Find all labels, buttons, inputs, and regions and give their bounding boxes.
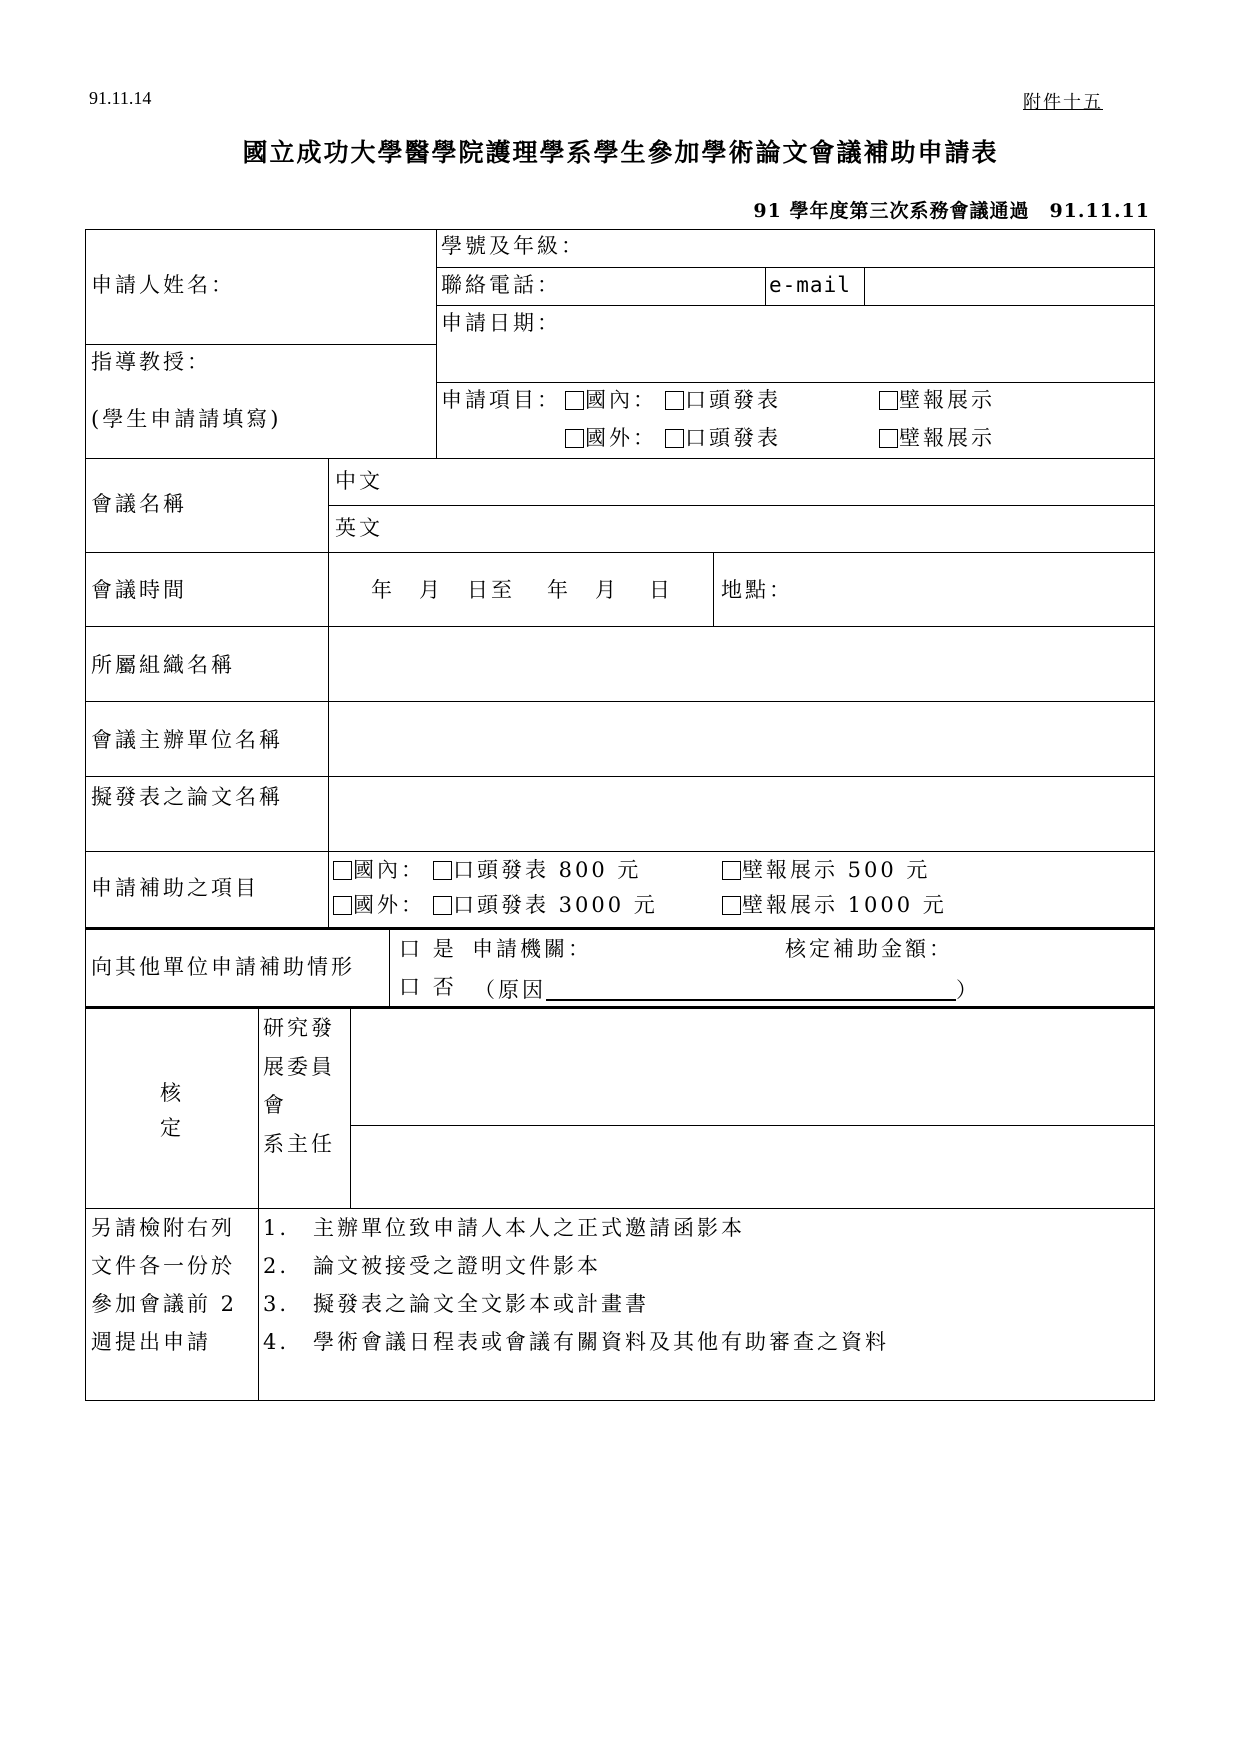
subsidy-domestic-option[interactable]: 國內： — [333, 860, 425, 881]
form-title: 國立成功大學醫學院護理學系學生參加學術論文會議補助申請表 — [242, 138, 999, 167]
checkbox-icon[interactable] — [722, 896, 741, 915]
conference-name-english-label: 英文 — [335, 516, 383, 540]
checkbox-icon[interactable] — [665, 429, 684, 448]
checkbox-icon[interactable] — [565, 391, 584, 410]
time-year2-label: 年 — [547, 578, 571, 602]
student-id-label: 學號及年級： — [441, 234, 585, 258]
application-form — [85, 229, 1155, 1401]
location-label: 地點： — [721, 578, 793, 602]
phone-label: 聯絡電話： — [441, 273, 561, 297]
apply-foreign-poster-option[interactable]: 壁報展示 — [879, 428, 995, 449]
rd-committee-label-1: 研究發 — [263, 1016, 335, 1040]
subsidy-domestic-poster-option[interactable]: 壁報展示 500 元 — [722, 860, 930, 881]
checkbox-icon[interactable] — [433, 896, 452, 915]
host-unit-label: 會議主辦單位名稱 — [91, 728, 283, 752]
time-month2-label: 月 — [595, 578, 619, 602]
checkbox-icon[interactable] — [722, 861, 741, 880]
organization-label: 所屬組織名稱 — [91, 653, 235, 677]
other-units-no-option[interactable]: 口 否 — [399, 975, 457, 999]
approved-amount-label: 核定補助金額： — [785, 937, 953, 961]
time-day-to-label: 日至 — [467, 578, 515, 602]
checkbox-icon[interactable] — [665, 391, 684, 410]
other-units-label: 向其他單位申請補助情形 — [91, 955, 355, 979]
subsidy-foreign-poster-option[interactable]: 壁報展示 1000 元 — [722, 895, 947, 916]
checkbox-icon[interactable] — [879, 391, 898, 410]
approval-label-1: 核 — [160, 1081, 184, 1105]
rd-committee-label-3: 會 — [263, 1093, 287, 1117]
checkbox-icon[interactable] — [565, 429, 584, 448]
annex-label: 附件十五 — [1023, 92, 1103, 113]
time-day2-label: 日 — [649, 578, 673, 602]
apply-domestic-oral-option[interactable]: 口頭發表 — [665, 390, 781, 411]
agency-label: 申請機關： — [472, 937, 592, 961]
conference-name-label: 會議名稱 — [91, 492, 187, 516]
other-units-yes-option[interactable]: 口 是 — [399, 937, 457, 961]
attachments-label-4: 週提出申請 — [91, 1330, 211, 1354]
attachment-item: 2. 論文被接受之證明文件影本 — [263, 1254, 602, 1278]
checkbox-icon[interactable] — [433, 861, 452, 880]
subsidy-domestic-oral-option[interactable]: 口頭發表 800 元 — [433, 860, 641, 881]
apply-foreign-oral-option[interactable]: 口頭發表 — [665, 428, 781, 449]
subsidy-items-label: 申請補助之項目 — [91, 876, 259, 900]
attachments-label-1: 另請檢附右列 — [91, 1216, 235, 1240]
apply-date-label: 申請日期： — [441, 311, 561, 335]
attachment-item: 1. 主辦單位致申請人本人之正式邀請函影本 — [263, 1216, 746, 1240]
attachment-item: 3. 擬發表之論文全文影本或計畫書 — [263, 1292, 650, 1316]
checkbox-icon[interactable] — [879, 429, 898, 448]
applicant-name-label: 申請人姓名： — [91, 273, 235, 297]
reason-underline — [546, 977, 956, 1001]
apply-domestic-poster-option[interactable]: 壁報展示 — [879, 390, 995, 411]
apply-domestic-option[interactable]: 國內： — [565, 390, 657, 411]
rd-committee-label-2: 展委員 — [263, 1055, 335, 1079]
time-month-label: 月 — [419, 578, 443, 602]
reason-field[interactable]: （原因 ） — [474, 978, 980, 1002]
conference-time-label: 會議時間 — [91, 578, 187, 602]
email-label: e-mail — [769, 273, 851, 297]
apply-foreign-option[interactable]: 國外： — [565, 428, 657, 449]
approval-note: 91 學年度第三次系務會議通過 91.11.11 — [753, 200, 1150, 222]
revision-date: 91.11.14 — [89, 88, 152, 108]
conference-name-chinese-label: 中文 — [335, 469, 383, 493]
attachments-label-3: 參加會議前 2 — [91, 1292, 238, 1316]
subsidy-foreign-option[interactable]: 國外： — [333, 895, 425, 916]
advisor-note: (學生申請請填寫) — [91, 407, 282, 431]
paper-title-label: 擬發表之論文名稱 — [91, 785, 283, 809]
approval-label-2: 定 — [160, 1116, 184, 1140]
department-chair-label: 系主任 — [263, 1132, 335, 1156]
subsidy-foreign-oral-option[interactable]: 口頭發表 3000 元 — [433, 895, 658, 916]
checkbox-icon[interactable] — [333, 896, 352, 915]
attachments-label-2: 文件各一份於 — [91, 1254, 235, 1278]
attachment-item: 4. 學術會議日程表或會議有關資料及其他有助審查之資料 — [263, 1330, 890, 1354]
advisor-label: 指導教授： — [91, 350, 211, 374]
apply-item-label: 申請項目： — [441, 388, 561, 412]
checkbox-icon[interactable] — [333, 861, 352, 880]
time-year-label: 年 — [371, 578, 395, 602]
